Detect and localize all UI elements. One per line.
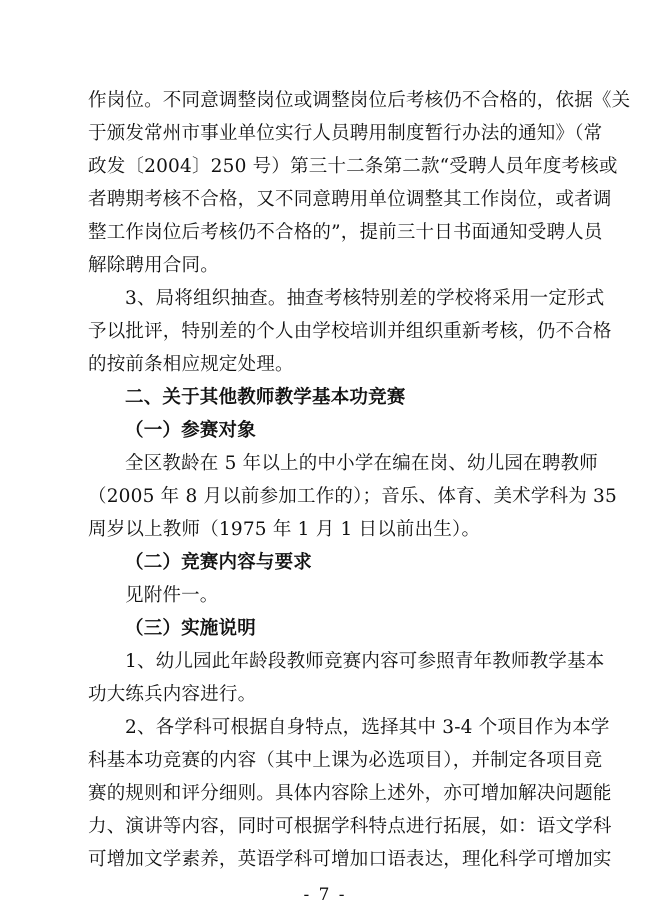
body-text-line: 作岗位。不同意调整岗位或调整岗位后考核仍不合格的，依据《关	[88, 90, 631, 111]
body-text-line: 科基本功竞赛的内容（其中上课为必选项目），并制定各项目竞	[88, 750, 603, 771]
page-number: - 7 -	[303, 885, 347, 905]
body-text-line: 政发〔2004〕250 号）第三十二条第二款“受聘人员年度考核或	[88, 156, 618, 177]
body-text-line: 予以批评，特别差的个人由学校培训并组织重新考核，仍不合格	[88, 321, 612, 342]
body-text-line: 可增加文学素养，英语学科可增加口语表达，理化科学可增加实	[88, 849, 612, 870]
body-text-line: 功大练兵内容进行。	[88, 684, 257, 705]
section-heading-2: 二、关于其他教师教学基本功竞赛	[125, 387, 406, 408]
list-item-3: 3、局将组织抽查。抽查考核特别差的学校将采用一定形式	[125, 288, 605, 309]
body-text-line: 整工作岗位后考核仍不合格的”，提前三十日书面通知受聘人员	[88, 222, 603, 243]
subsection-heading-implementation: （三）实施说明	[125, 618, 256, 639]
body-text-line: 全区教龄在 5 年以上的中小学在编在岗、幼儿园在聘教师	[125, 453, 598, 474]
body-text-line: （2005 年 8 月以前参加工作的）；音乐、体育、美术学科为 35	[88, 486, 617, 507]
subsection-heading-participants: （一）参赛对象	[125, 420, 256, 441]
list-item-2: 2、各学科可根据自身特点，选择其中 3-4 个项目作为本学	[125, 717, 610, 738]
body-text-line: 者聘期考核不合格，又不同意聘用单位调整其工作岗位，或者调	[88, 189, 612, 210]
body-text-line: 解除聘用合同。	[88, 255, 219, 276]
body-text-line: 于颁发常州市事业单位实行人员聘用制度暂行办法的通知》（常	[88, 123, 603, 144]
body-text-line: 见附件一。	[125, 585, 219, 606]
body-text-line: 的按前条相应规定处理。	[88, 354, 294, 375]
list-item-1: 1、幼儿园此年龄段教师竞赛内容可参照青年教师教学基本	[125, 651, 605, 672]
body-text-line: 赛的规则和评分细则。具体内容除上述外，亦可增加解决问题能	[88, 783, 612, 804]
body-text-line: 周岁以上教师（1975 年 1 月 1 日以前出生）。	[88, 519, 481, 540]
subsection-heading-content: （二）竞赛内容与要求	[125, 552, 313, 573]
body-text-line: 力、演讲等内容，同时可根据学科特点进行拓展，如：语文学科	[88, 816, 612, 837]
